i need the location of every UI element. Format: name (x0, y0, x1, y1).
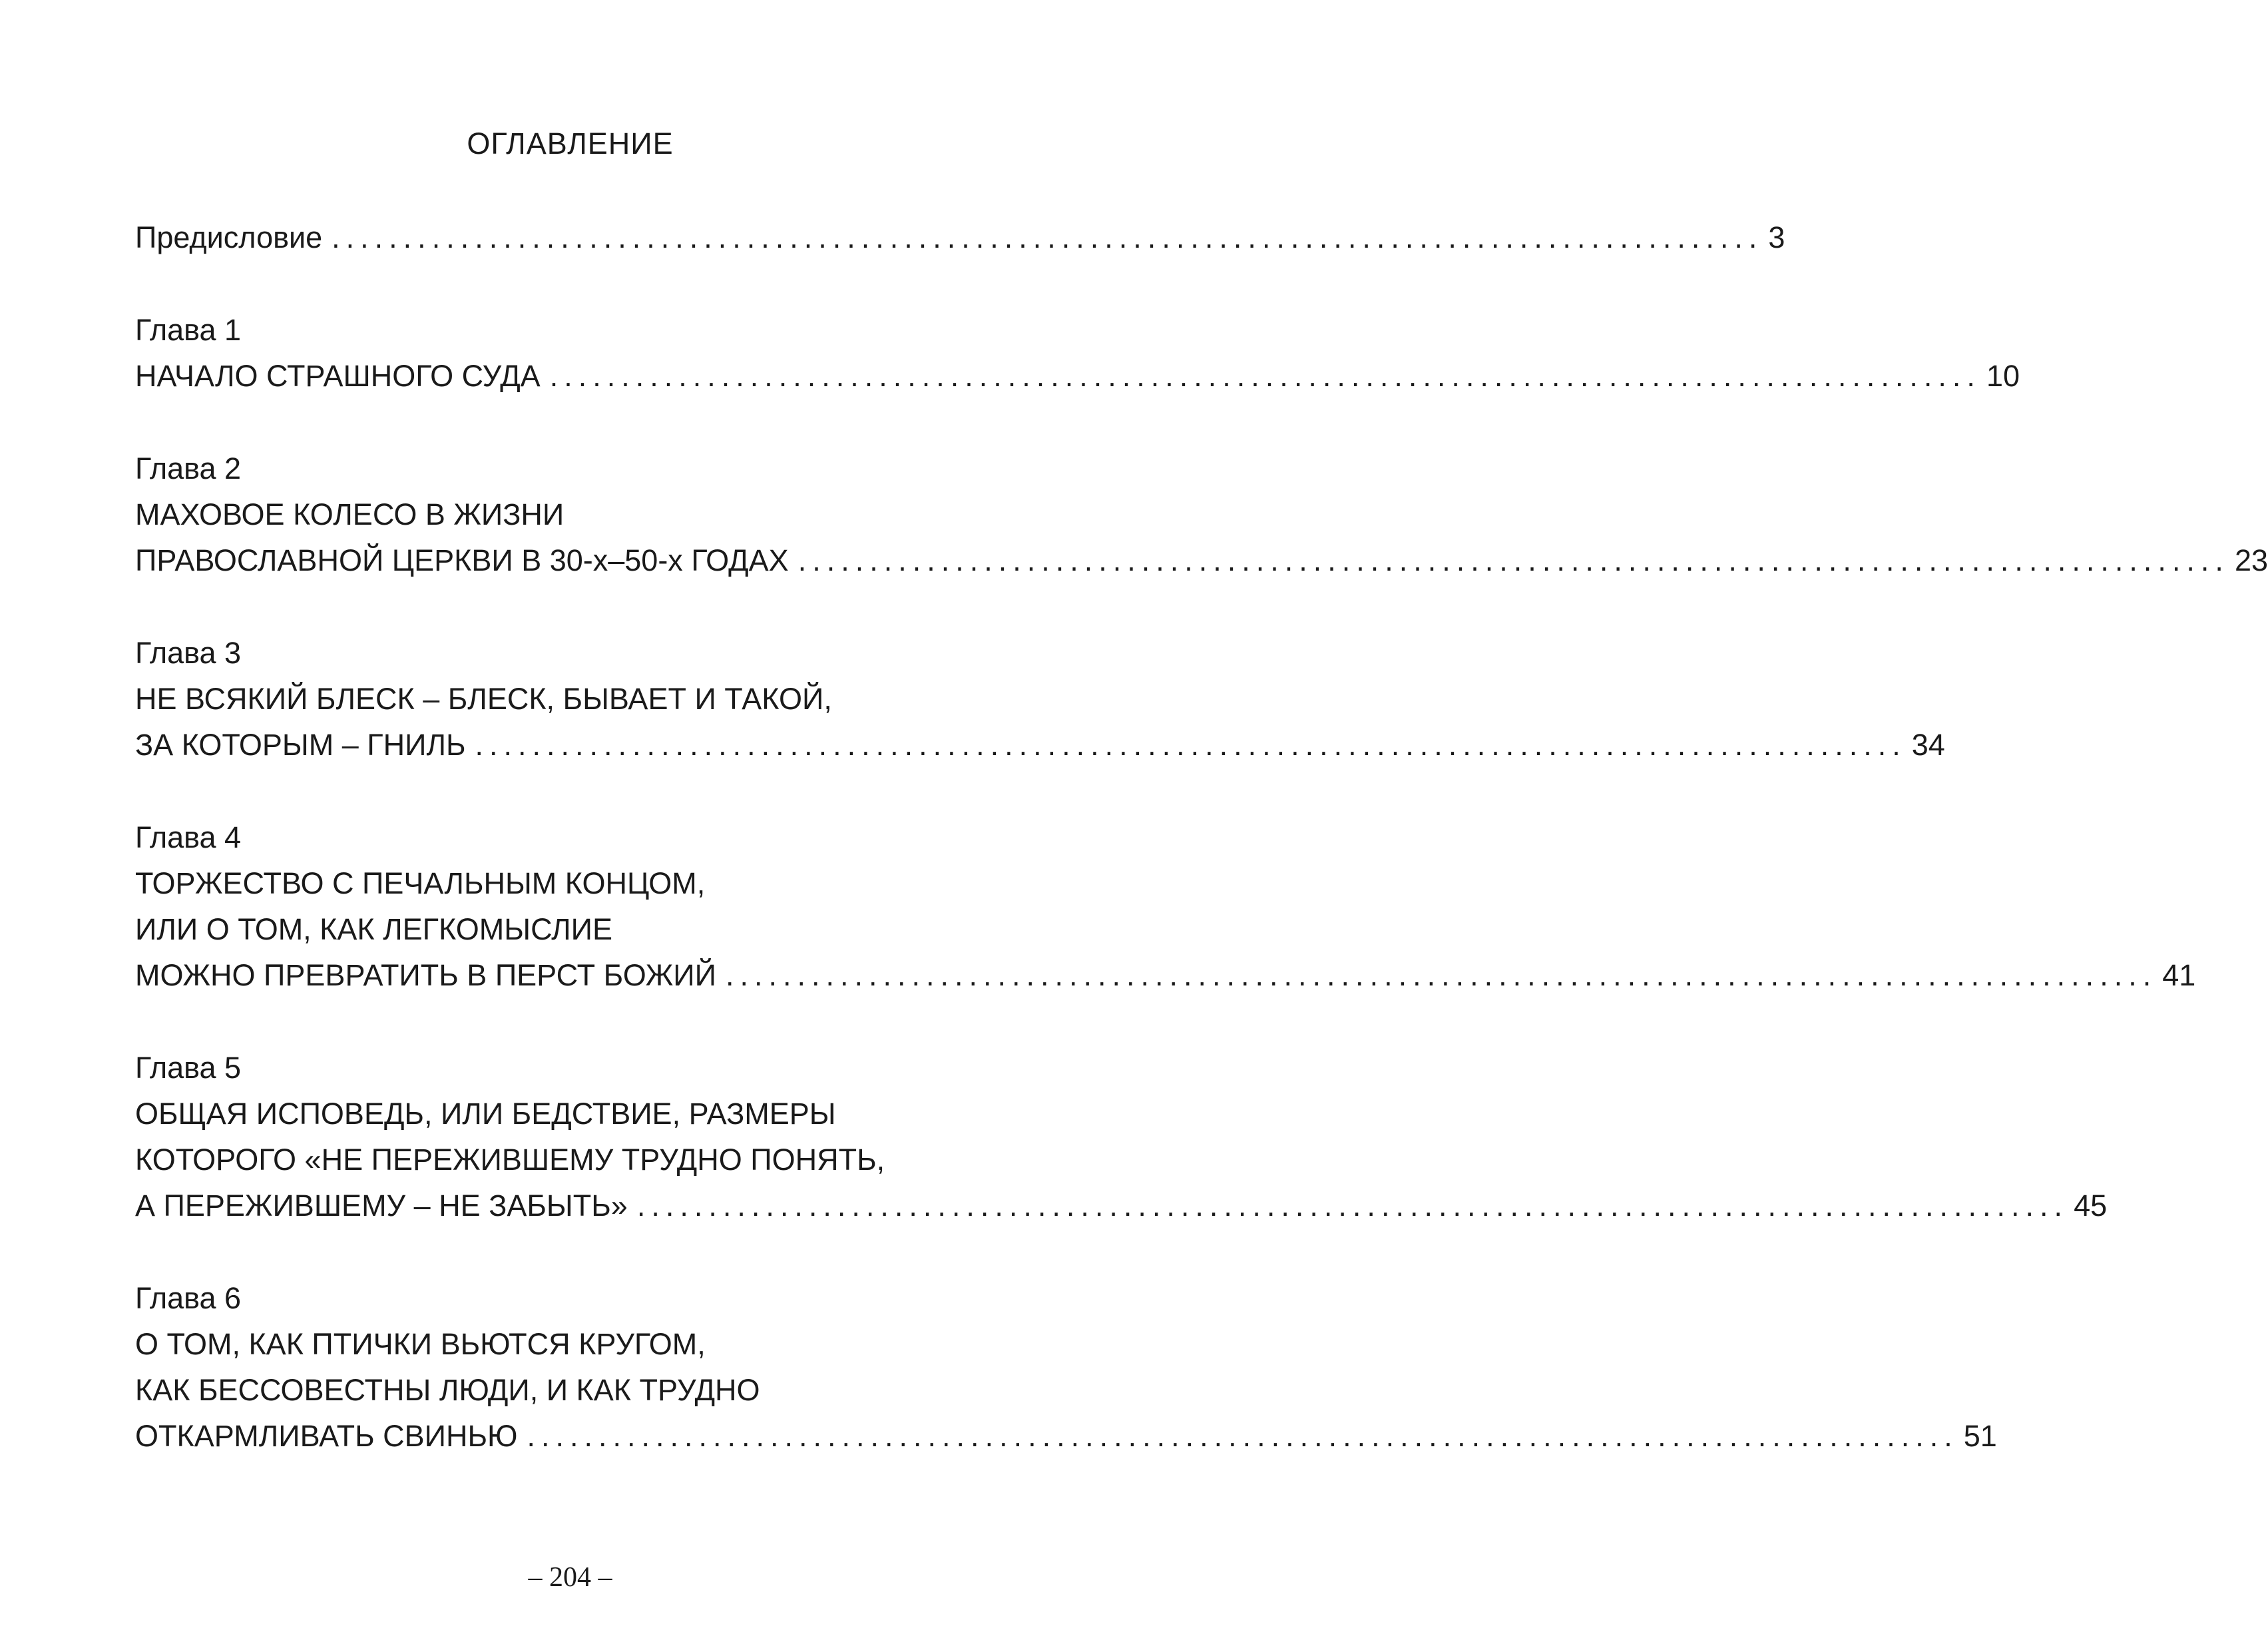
entry-title-line: КАК БЕССОВЕСТНЫ ЛЮДИ, И КАК ТРУДНО (135, 1373, 760, 1407)
toc-entry-chapter-5 (135, 1186, 2108, 1226)
entry-title-line: КОТОРОГО «НЕ ПЕРЕЖИВШЕМУ ТРУДНО ПОНЯТЬ, (135, 1143, 885, 1177)
entry-title-line: НАЧАЛО СТРАШНОГО СУДА (135, 359, 541, 393)
entry-title-line: ОБЩАЯ ИСПОВЕДЬ, ИЛИ БЕДСТВИЕ, РАЗМЕРЫ (135, 1097, 836, 1131)
entry-title-line: ЗА КОТОРЫМ – ГНИЛЬ (135, 728, 466, 762)
page-title: ОГЛАВЛЕНИЕ (467, 127, 674, 160)
entry-title-line: ТОРЖЕСТВО С ПЕЧАЛЬНЫМ КОНЦОМ, (135, 866, 706, 900)
chapter-label: Глава 5 (135, 1051, 242, 1085)
chapter-label: Глава 2 (135, 451, 242, 485)
entry-title-line: ОТКАРМЛИВАТЬ СВИНЬЮ (135, 1419, 518, 1453)
toc-entry-chapter-4 (135, 956, 2196, 995)
entry-title-line: ИЛИ О ТОМ, КАК ЛЕГКОМЫСЛИЕ (135, 912, 612, 946)
chapter-label: Глава 3 (135, 636, 242, 670)
toc-entry-chapter-1 (135, 356, 2020, 396)
toc-entry-chapter-2 (135, 541, 2268, 581)
page-number: 51 (1963, 1419, 1997, 1453)
dot-leader: .................................................................................................... (332, 220, 1763, 254)
page-number: 23 (2234, 543, 2268, 577)
toc-entry-preface (135, 218, 1785, 258)
page-number: 3 (1768, 220, 1785, 254)
page-number: 41 (2162, 958, 2196, 992)
dot-leader: .................................................................................................... (636, 1189, 2069, 1223)
dot-leader: .................................................................................................... (725, 958, 2157, 992)
chapter-label: Глава 1 (135, 313, 242, 347)
page-number: 45 (2074, 1189, 2108, 1223)
entry-title-line: А ПЕРЕЖИВШЕМУ – НЕ ЗАБЫТЬ» (135, 1189, 628, 1223)
page-number: 34 (1911, 728, 1945, 762)
chapter-label: Глава 6 (135, 1281, 242, 1315)
entry-title-line: МОЖНО ПРЕВРАТИТЬ В ПЕРСТ БОЖИЙ (135, 958, 716, 992)
toc-entry-chapter-3 (135, 725, 1945, 765)
entry-title-line: МАХОВОЕ КОЛЕСО В ЖИЗНИ (135, 497, 565, 531)
dot-leader: .................................................................................................... (527, 1419, 1958, 1453)
entry-title-line: О ТОМ, КАК ПТИЧКИ ВЬЮТСЯ КРУГОМ, (135, 1327, 706, 1361)
page-number: 10 (1986, 359, 2020, 393)
entry-title-line: ПРАВОСЛАВНОЙ ЦЕРКВИ В 30-х–50-х ГОДАХ (135, 543, 789, 577)
dot-leader: .................................................................................................... (549, 359, 1981, 393)
entry-title-line: Предисловие (135, 220, 323, 254)
chapter-label: Глава 4 (135, 820, 242, 854)
toc-entry-chapter-6 (135, 1416, 1997, 1456)
entry-title-line: НЕ ВСЯКИЙ БЛЕСК – БЛЕСК, БЫВАЕТ И ТАКОЙ, (135, 682, 832, 716)
dot-leader: .................................................................................................... (797, 543, 2229, 577)
page-folio: – 204 – (528, 1562, 612, 1593)
dot-leader: .................................................................................................... (475, 728, 1907, 762)
